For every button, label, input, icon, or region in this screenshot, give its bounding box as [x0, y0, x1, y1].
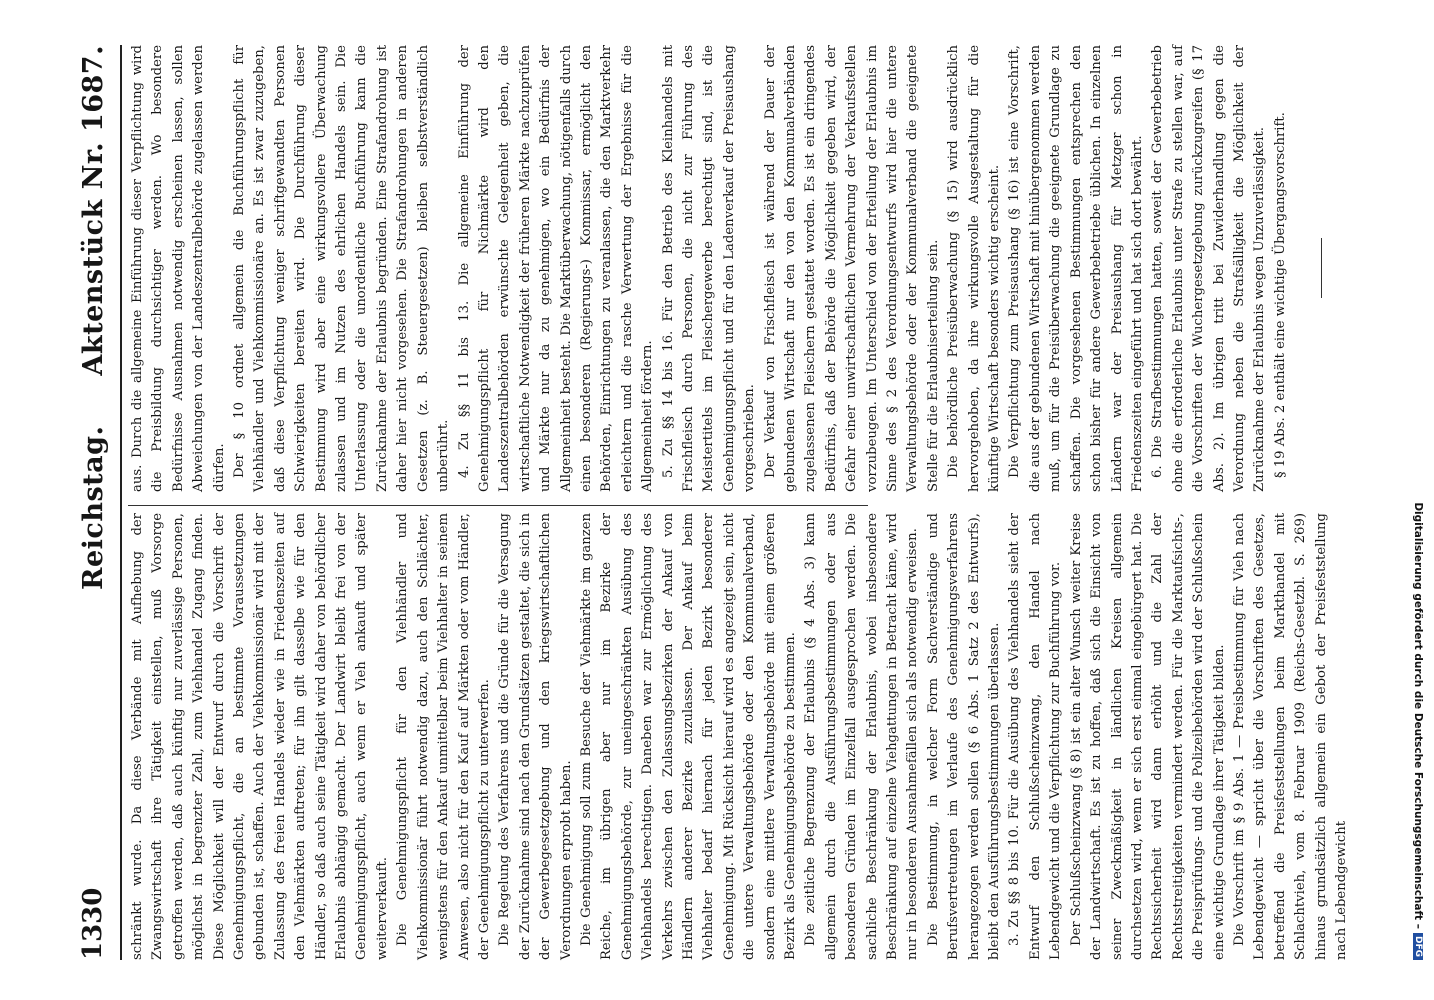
paragraph: Die Regelung des Verfahrens und die Gründe für die Versagung der Zurücknahme sind nach den Grundsätzen gestaltet, die sich in der Gewerbegesetzgebung und den kriegswirtschaftlichen Verordnungen erprobt haben.	[497, 513, 574, 960]
paragraph: Der Schlußscheinzwang (§ 8) ist ein alter Wunsch weiter Kreise der Landwirtschaft. Es ist zu hoffen, daß sich die Einsicht von seiner Zweckmäßigkeit in ländlichen Kreisen allgemein durchsetzen wird, wenn er sich erst einmal eingebürgert hat. Die Rechtssicherheit wird dann erhöht und die Zahl der Rechtsstreitigkeiten vermindert werden. Für die Marktaufsichts-, die Preisprüfungs- und die Polizeibehörden wird der Schlußschein eine wichtige Grundlage ihrer Tätigkeit bilden.	[1068, 513, 1227, 960]
page-header	[60, 45, 122, 960]
paragraph: Die Genehmigungspflicht für den Viehhändler und Viehkommissionär führt notwendig dazu, auch den Schlächter, wenigstens für den Ankauf unmittelbar beim Viehhalter in seinem Anwesen, also nicht für den Kauf auf Märkten oder vom Händler, der Genehmigungspflicht zu unterwerfen.	[395, 513, 492, 960]
paragraph: § 19 Abs. 2 enthält eine wichtige Übergangsvorschrift.	[1272, 112, 1288, 478]
left-text-column	[128, 513, 1349, 960]
paragraph: Die Verpflichtung zum Preisaushang (§ 16) ist eine Vorschrift, die aus der gebundenen Wirtschaft mit hinübergenommen werden muß, um für die Preisüberwachung die geeignete Grundlage zu schaffen. Die vorgesehenen Bestimmungen entsprechen den schon bisher für andere Gewerbebetriebe üblichen. In einzelnen Ländern war der Preisaushang für Metzger schon in Friedenszeiten eingeführt und hat sich dort bewährt.	[1007, 45, 1145, 492]
end-rule	[1321, 239, 1322, 299]
paragraph: aus. Durch die allgemeine Einführung dieser Verpflichtung wird die Preisbildung durchsichtiger werden. Wo besondere Bedürfnisse Ausnahmen notwendig erscheinen lassen, sollen Abweichungen von der Landeszentralbehörde zugelassen werden dürfen.	[130, 45, 227, 492]
paragraph: Die Vorschrift im § 9 Abs. 1 — Preisbestimmung für Vieh nach Lebendgewicht — spricht über die Vorschriften des Gesetzes, betreffend die Preisfeststellungen beim Markthandel mit Schlachtvieh, vom 8. Februar 1909 (Reichs-Gesetzbl. S. 269) hinaus grundsätzlich allgemein ein Gebot der Preisfeststellung nach Lebendgewicht	[1231, 513, 1349, 960]
paragraph: schränkt wurde. Da diese Verbände mit Aufhebung der Zwangswirtschaft ihre Tätigkeit einstellen, muß Vorsorge getroffen werden, daß auch künftig nur zuverlässige Personen, möglichst in begrenzter Zahl, zum Viehhandel Zugang finden. Diese Möglichkeit will der Entwurf durch die Vorschrift der Genehmigungspflicht, die an bestimmte Voraussetzungen gebunden ist, schaffen. Auch der Viehkommissionär wird mit der Zulassung des freien Handels wieder wie in Friedenszeiten auf den Viehmärkten auftreten; für ihn gilt dasselbe wie für den Händler, so daß auch seine Tätigkeit wird daher von behördlicher Erlaubnis abhängig gemacht. Der Landwirt bleibt frei von der Genehmigungspflicht, auch wenn er Vieh ankauft und später weiterverkauft.	[130, 513, 390, 960]
right-text-column	[128, 45, 1288, 492]
paragraph: Der Verkauf von Frischfleisch ist während der Dauer der gebundenen Wirtschaft nur den von den Kommunalverbänden zugelassenen Fleischern gestattet worden. Es ist ein dringendes Bedürfnis, daß der Behörde die Möglichkeit gegeben wird, der Gefahr einer unwirtschaftlichen Vermehrung der Verkaufsstellen vorzubeugen. Im Unterschied von der Erteilung der Erlaubnis im Sinne des § 2 des Verordnungsentwurfs wird hier die untere Verwaltungsbehörde oder der Kommunalverband die geeignete Stelle für die Erlaubniserteilung sein.	[762, 45, 941, 492]
paragraph: 6. Die Strafbestimmungen hatten, soweit der Gewerbebetrieb ohne die erforderliche Erlaubnis unter Strafe zu stellen war, auf die Vorschriften der Wuchergesetzgebung zurückzugreifen (§ 17 Abs. 2). Im übrigen tritt bei Zuwiderhandlung gegen die Verordnung neben die Strafsälligkeit die Möglichkeit der Zurücknahme der Erlaubnis wegen Unzuverlässigkeit.	[1150, 45, 1268, 492]
page-number: 1330	[78, 887, 108, 960]
document-number: Aktenstück Nr. 1687.	[78, 45, 109, 376]
header-title: Reichstag.	[78, 425, 109, 590]
paragraph: Die behördliche Preisüberwachung (§ 15) wird ausdrücklich hervorgehoben, da ihre wirkungsvolle Ausgestaltung für die künftige Wirtschaft besonders wichtig erscheint.	[946, 45, 1003, 492]
credit-text: Digitalisierung gefördert durch die Deutsche Forschungsgemeinschaft –	[1412, 502, 1424, 929]
digitization-credit	[1412, 20, 1424, 960]
paragraph: 3. Zu §§ 8 bis 10. Für die Ausübung des Viehhandels sieht der Entwurf den Schlußscheinzwang, den Handel nach Lebendgewicht und die Verpflichtung zur Buchführung vor.	[1007, 513, 1064, 960]
paragraph: Die Bestimmung, in welcher Form Sachverständige und Berufsvertretungen im Verlaufe des Genehmigungsverfahrens herangezogen werden sollen (§ 6 Abs. 1 Satz 2 des Entwurfs), bleibt den Ausführungsbestimmungen überlassen.	[925, 513, 1003, 960]
paragraph: 4. Zu §§ 11 bis 13. Die allgemeine Einführung der Genehmigungspflicht für Nichmärkte wird den Landeszentralbehörden erwünschte Gelegenheit geben, die wirtschaftliche Notwendigkeit der früheren Märkte nachzuprüfen und Märkte nur da zu genehmigen, wo ein Bedürfnis der Allgemeinheit besteht. Die Marktüberwachung, nötigenfalls durch einen besonderen (Regierungs-) Kommissar, ermöglicht den Behörden, Einrichtungen zu veranlassen, die den Marktverkehr erleichtern und die rasche Verwertung der Ergebnisse für die Allgemeinheit fördern.	[456, 45, 656, 492]
paragraph: Der § 10 ordnet allgemein die Buchführungspflicht für Viehhändler und Viehkommissionäre an. Es ist zwar zuzugeben, daß diese Verpflichtung weniger schriftgewandten Personen Schwierigkeiten bereiten wird. Die Durchführung dieser Bestimmung wird aber eine wirkungsvollere Überwachung zulassen und im Nutzen des ehrlichen Handels sein. Die Unterlassung oder die unordentliche Buchführung kann die Zurücknahme der Erlaubnis begründen. Eine Strafandrohung ist daher hier nicht vorgesehen. Die Strafandrohungen in anderen Gesetzen (z. B. Steuergesetzen) bleiben selbstverständlich unberührt.	[232, 45, 452, 492]
column-divider	[128, 505, 868, 506]
paragraph: 5. Zu §§ 14 bis 16. Für den Betrieb des Kleinhandels mit Frischfleisch durch Personen, die nicht zur Führung des Meistertitels im Fleischergewerbe berechtigt sind, ist die Genehmigungspflicht und für den Ladenverkauf der Preisaushang vorgeschrieben.	[660, 45, 758, 492]
paragraph: Die Genehmigung soll zum Besuche der Viehmärkte im ganzen Reiche, im übrigen aber nur im Bezirke der Genehmigungsbehörde, zur uneingeschränkten Ausübung des Viehhandels berechtigen. Daneben war zur Ermöglichung des Verkehrs zwischen den Zulassungsbezirken der Ankauf von Händlern anderer Bezirke zuzulassen. Der Ankauf beim Viehhalter bedarf hiernach für jeden Bezirk besonderer Genehmigung. Mit Rücksicht hierauf wird es angezeigt sein, nicht die untere Verwaltungsbehörde oder den Kommunalverband, sondern eine mittlere Verwaltungsbehörde mit einem größeren Bezirk als Genehmigungsbehörde zu bestimmen.	[578, 513, 798, 960]
paragraph: Die zeitliche Begrenzung der Erlaubnis (§ 4 Abs. 3) kann allgemein durch die Ausführungsbestimmungen oder aus besonderen Gründen im Einzelfall ausgesprochen werden. Die sachliche Beschränkung der Erlaubnis, wobei insbesondere Beschränkung auf einzelne Viehgattungen in Betracht käme, wird nur in besonderen Ausnahmefällen sich als notwendig erweisen.	[803, 513, 921, 960]
dfg-logo: DFG	[1413, 933, 1423, 960]
